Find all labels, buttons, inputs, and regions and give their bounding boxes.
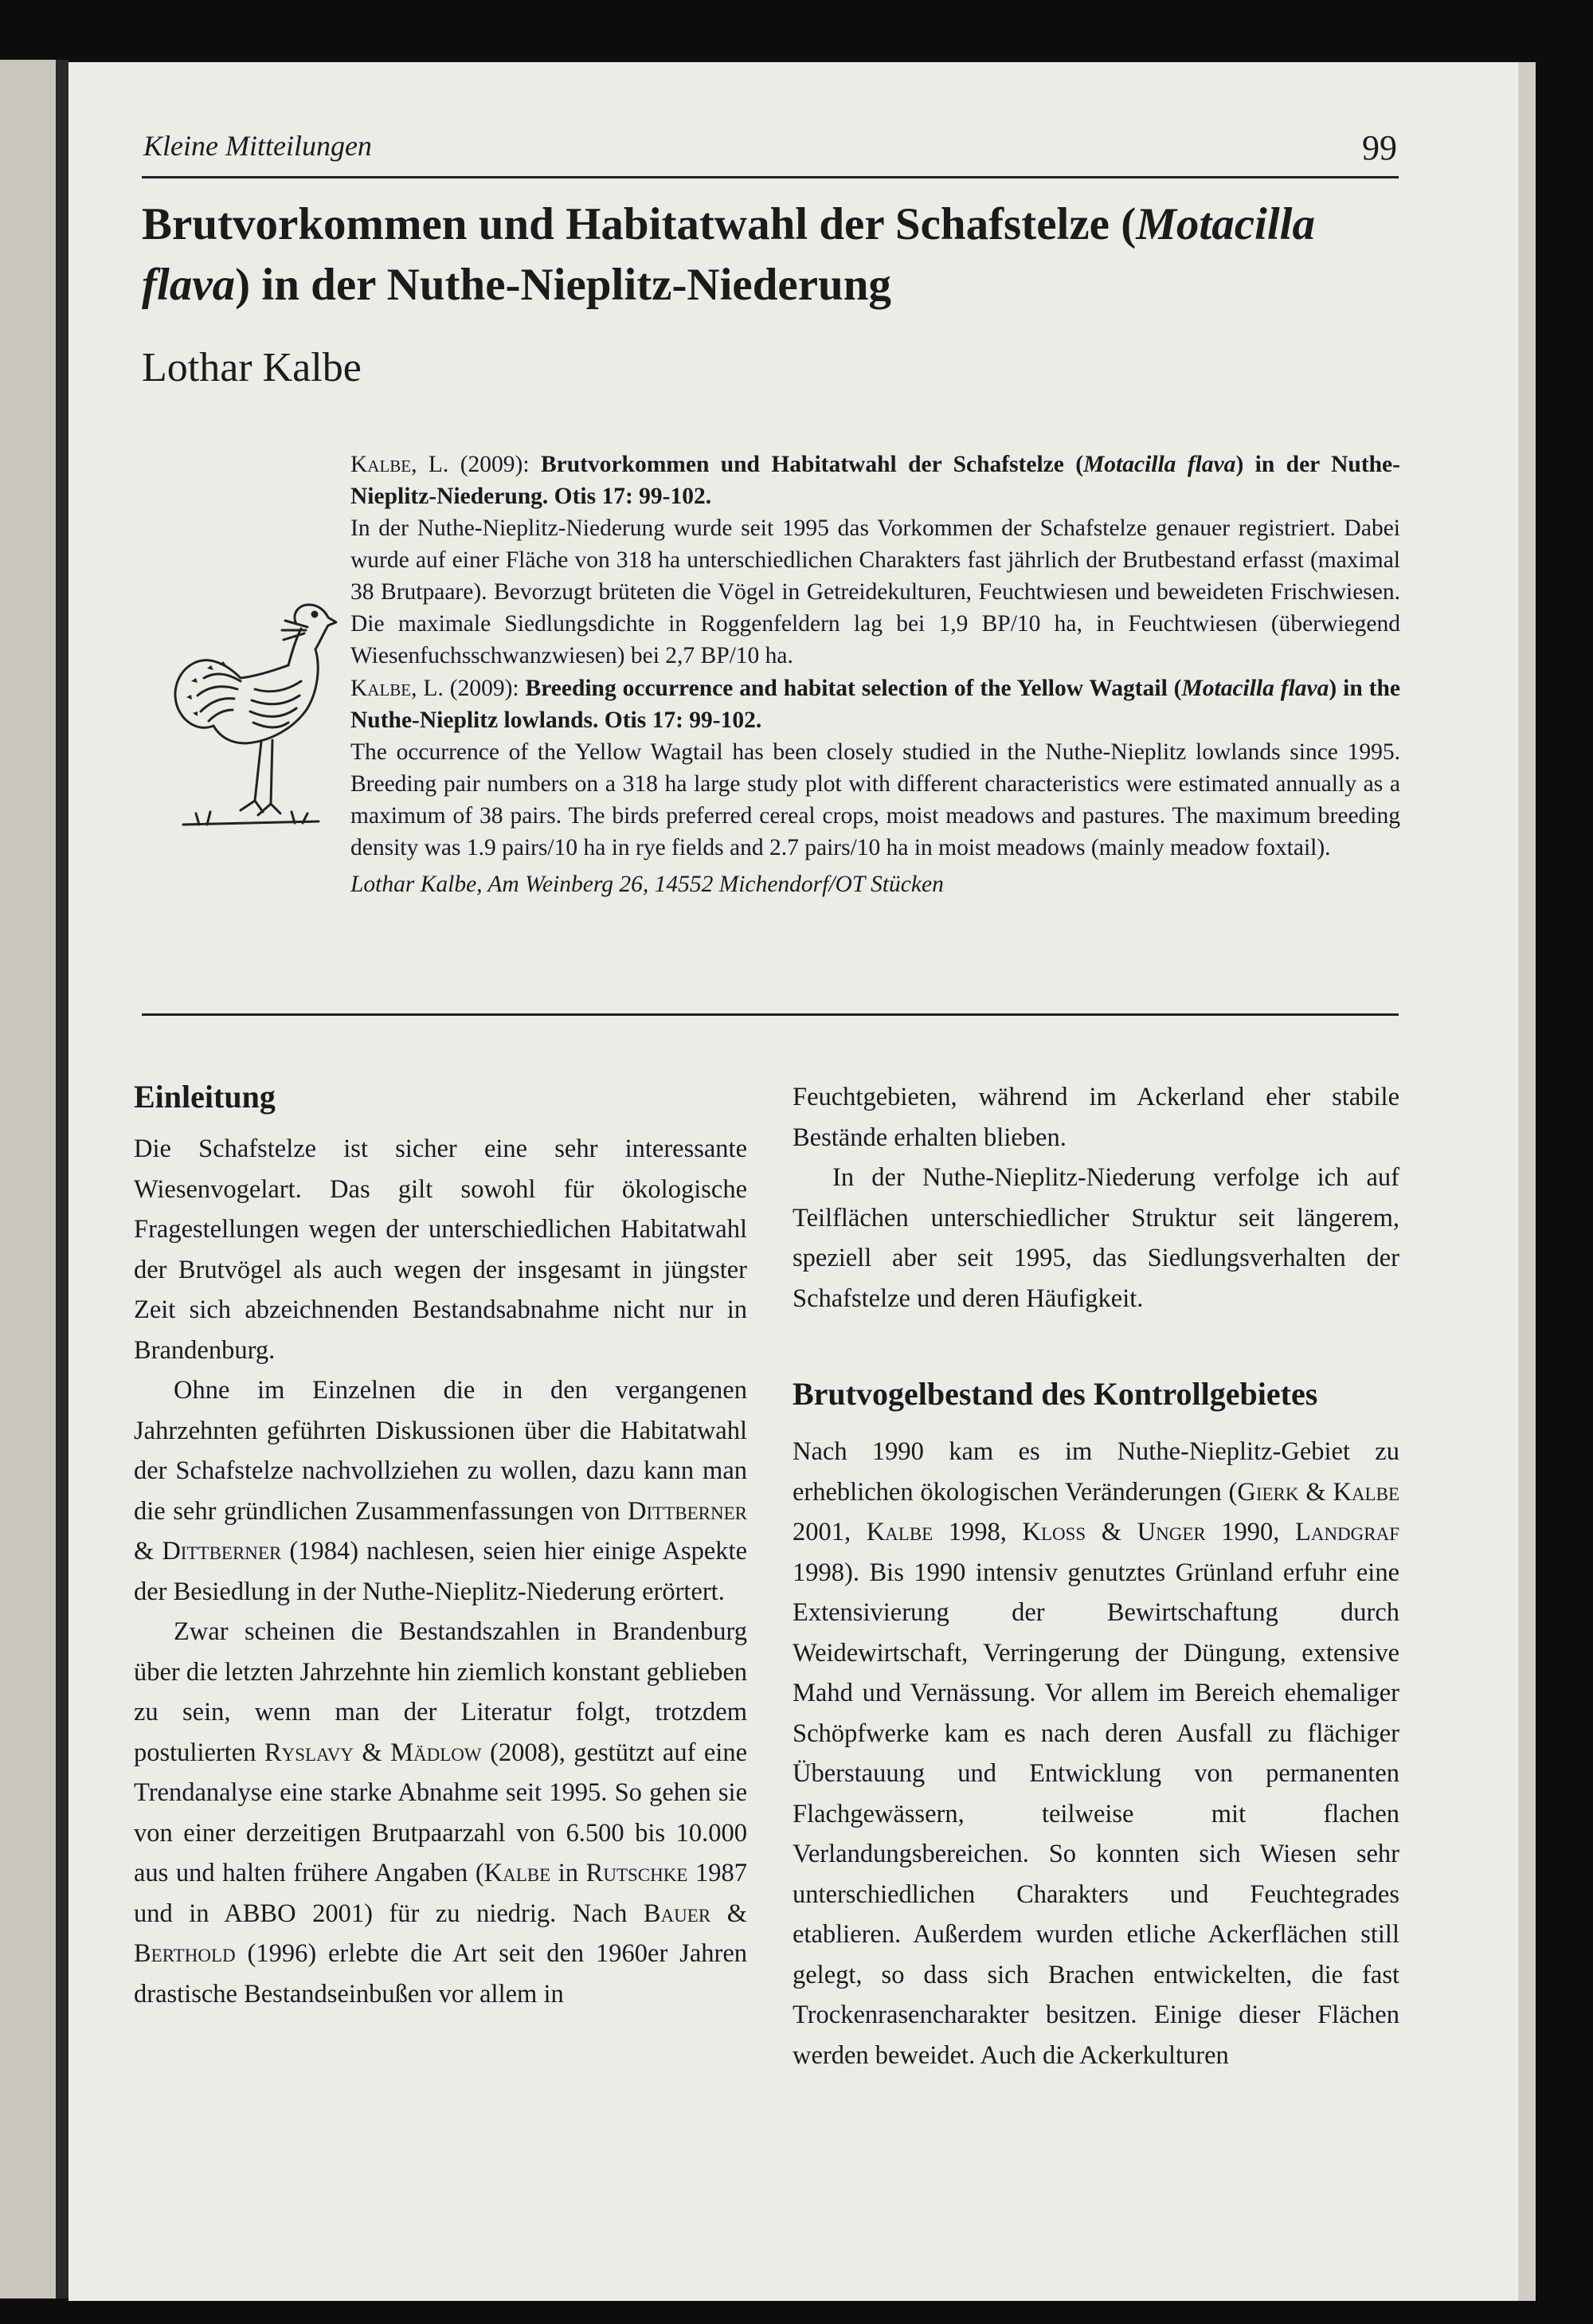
title-text-2: ) in der Nuthe-Nieplitz-Niederung: [235, 260, 891, 310]
einleitung-p2-text-a: Ohne im Einzelnen die in den vergangenen Jahrzehnten geführten Diskussionen über die Habitatwahl der Schafstelze nachvollziehen zu wollen, dazu kann man die sehr gründlichen Zusammenfassungen von: [134, 1376, 747, 1526]
einleitung-paragraph-3: [134, 1612, 747, 2014]
header-rule: [142, 176, 1399, 178]
great-bustard-illustration: [151, 586, 350, 856]
ref-rutschke: Rutschke: [585, 1859, 688, 1887]
article-title: [142, 194, 1400, 315]
abstract-de-title-a: Brutvorkommen und Habitatwahl der Schafstelze (: [540, 452, 1084, 477]
einleitung-p3-text-b: (2008), gestützt auf eine Trendanalyse eine starke Abnahme seit 1995. So gehen sie von einer derzeitigen Brutpaarzahl von 6.500 bis 10.000 aus und halten frühere Angaben (: [134, 1738, 747, 1887]
abstract-block: [350, 449, 1400, 900]
facing-page-edge: [0, 60, 56, 2299]
continued-paragraph: Feuchtgebieten, während im Ackerland eher stabile Bestände erhalten blieben.: [793, 1083, 1399, 1152]
brutvogel-p1-text-c: 1998,: [933, 1518, 1023, 1546]
abstract-en-text: The occurrence of the Yellow Wagtail has been closely studied in the Nuthe-Nieplitz lowlands since 1995. Breeding pair numbers on a 318 ha large study plot with different characteristics were estimated annually as a maximum of 38 pairs. The birds preferred cereal crops, moist meadows and pastures. The maximum breeding density was 1.9 pairs/10 ha in rye fields and 2.7 pairs/10 ha in moist meadows (mainly meadow foxtail).: [350, 739, 1400, 860]
abstract-en-year: , L. (2009):: [411, 676, 526, 701]
right-paragraph-2: In der Nuthe-Nieplitz-Niederung verfolge ich auf Teilflächen unterschiedlicher Struktur seit längerem, speziell aber seit 1995, das Siedlungsverhalten der Schafstelze und deren Häufigkeit.: [793, 1163, 1399, 1313]
einleitung-p3-text-e: (1996) erlebte die Art seit den 1960er Jahren drastische Bestandseinbußen vor allem in: [134, 1939, 747, 2009]
brutvogel-paragraph-1: [793, 1432, 1399, 2075]
einleitung-p3-text-a: Zwar scheinen die Bestandszahlen in Brandenburg über die letzten Jahrzehnte hin ziemlich konstant geblieben zu sein, wenn man der Literatur folgt, trotzdem postulierten: [134, 1617, 747, 1767]
einleitung-paragraph-2: [134, 1370, 747, 1612]
article-author: Lothar Kalbe: [142, 345, 362, 390]
einleitung-paragraph-1: Die Schafstelze ist sicher eine sehr interessante Wiesenvogelart. Das gilt sowohl für ökologische Fragestellungen wegen der unterschiedlichen Habitatwahl der Brutvögel als auch wegen der insgesamt in jüngster Zeit sich abzeichnenden Bestandsabnahme nicht nur in Brandenburg.: [134, 1135, 747, 1365]
ref-landgraf: Landgraf: [1294, 1518, 1400, 1546]
ref-bauer-berthold: Bauer & Berthold: [134, 1899, 747, 1968]
ref-gierk-kalbe: Gierk & Kalbe: [1237, 1477, 1399, 1507]
heading-brutvogelbestand: Brutvogelbestand des Kontrollgebietes: [793, 1376, 1318, 1412]
abstract-en-title-b: ) in the Nuthe-Nieplitz lowlands. Otis 17: 99-102.: [350, 676, 1400, 733]
einleitung-p3-text-d: 1987 und in ABBO 2001) für zu niedrig. Nach: [134, 1859, 748, 1928]
abstract-en-author: Kalbe: [350, 676, 412, 701]
brutvogel-p1-text-e: 1998). Bis 1990 intensiv genutztes Grünland erfuhr eine Extensivierung der Bewirtschaftung durch Weidewirtschaft, Verringerung der Düngung, extensive Mahd und Vernässung. Vor allem im Bereich ehemaliger Schöpfwerke kam es nach deren Ausfall zu flächiger Überstauung und Entwicklung von permanenten Flachgewässern, teilweise mit flachen Verlandungsbereichen. So konnten sich Wiesen sehr unterschiedlichen Charakters und Feuchtegrades etablieren. Außerdem wurden etliche Ackerflächen still gelegt, so dass sich Brachen entwickelten, die fast Trockenrasencharakter besitzen. Einige dieser Flächen werden beweidet. Auch die Ackerkulturen: [793, 1558, 1399, 2070]
abstract-en-species: Motacilla flava: [1181, 676, 1329, 701]
abstract-de-author: Kalbe: [350, 452, 412, 477]
page-edge: [1518, 62, 1536, 2301]
abstract-de-species: Motacilla flava: [1083, 452, 1236, 477]
column-left: [134, 1077, 747, 2014]
page-number: 99: [1362, 128, 1397, 167]
brutvogel-p1-text-a: Nach 1990 kam es im Nuthe-Nieplitz-Gebiet zu erheblichen ökologischen Veränderungen (: [793, 1437, 1399, 1507]
title-text-1: Brutvorkommen und Habitatwahl der Schafstelze (: [142, 199, 1137, 249]
einleitung-p2-text-b: (1984) nachlesen, seien hier einige Aspekte der Besiedlung in der Nuthe-Nieplitz-Niederung erörtert.: [134, 1537, 747, 1606]
einleitung-p3-text-c: in: [550, 1859, 586, 1887]
book-gutter: [56, 60, 68, 2299]
brutvogel-p1-text-b: 2001,: [793, 1518, 867, 1546]
abstract-en-citation: [350, 672, 1400, 736]
abstract-de-text: In der Nuthe-Nieplitz-Niederung wurde seit 1995 das Vorkommen der Schafstelze genauer registriert. Dabei wurde auf einer Fläche von 318 ha unterschiedlichen Charakters fast jährlich der Brutbestand erfasst (maximal 38 Brutpaare). Bevorzugt brüteten die Vögel in Getreidekulturen, Feuchtwiesen und beweideten Frischwiesen. Die maximale Siedlungsdichte in Roggenfeldern lag bei 1,9 BP/10 ha, in Feuchtwiesen (überwiegend Wiesenfuchsschwanzwiesen) bei 2,7 BP/10 ha.: [350, 515, 1400, 668]
ref-ryslavy-maedlow: Ryslavy & Mädlow: [264, 1738, 482, 1767]
heading-einleitung: Einleitung: [134, 1079, 276, 1115]
ref-kloss-unger: Kloss & Unger: [1022, 1518, 1206, 1546]
ref-kalbe: Kalbe: [483, 1859, 551, 1887]
ref-dittberner: Dittberner & Dittberner: [134, 1496, 747, 1566]
author-address: Lothar Kalbe, Am Weinberg 26, 14552 Michendorf/OT Stücken: [350, 872, 944, 897]
abstract-de-title-b: ) in der Nuthe-Nieplitz-Niederung. Otis 17: 99-102.: [350, 452, 1400, 509]
abstract-rule: [142, 1013, 1399, 1016]
running-head: Kleine Mitteilungen: [143, 130, 372, 162]
abstract-de-citation: [350, 449, 1400, 512]
brutvogel-p1-text-d: 1990,: [1205, 1518, 1295, 1546]
ref-kalbe-1998: Kalbe: [866, 1518, 933, 1546]
title-species: Motacilla flava: [142, 199, 1316, 310]
abstract-en-title-a: Breeding occurrence and habitat selection of the Yellow Wagtail (: [525, 676, 1182, 701]
abstract-de-year: , L. (2009):: [411, 452, 541, 477]
column-right: [793, 1077, 1399, 2075]
